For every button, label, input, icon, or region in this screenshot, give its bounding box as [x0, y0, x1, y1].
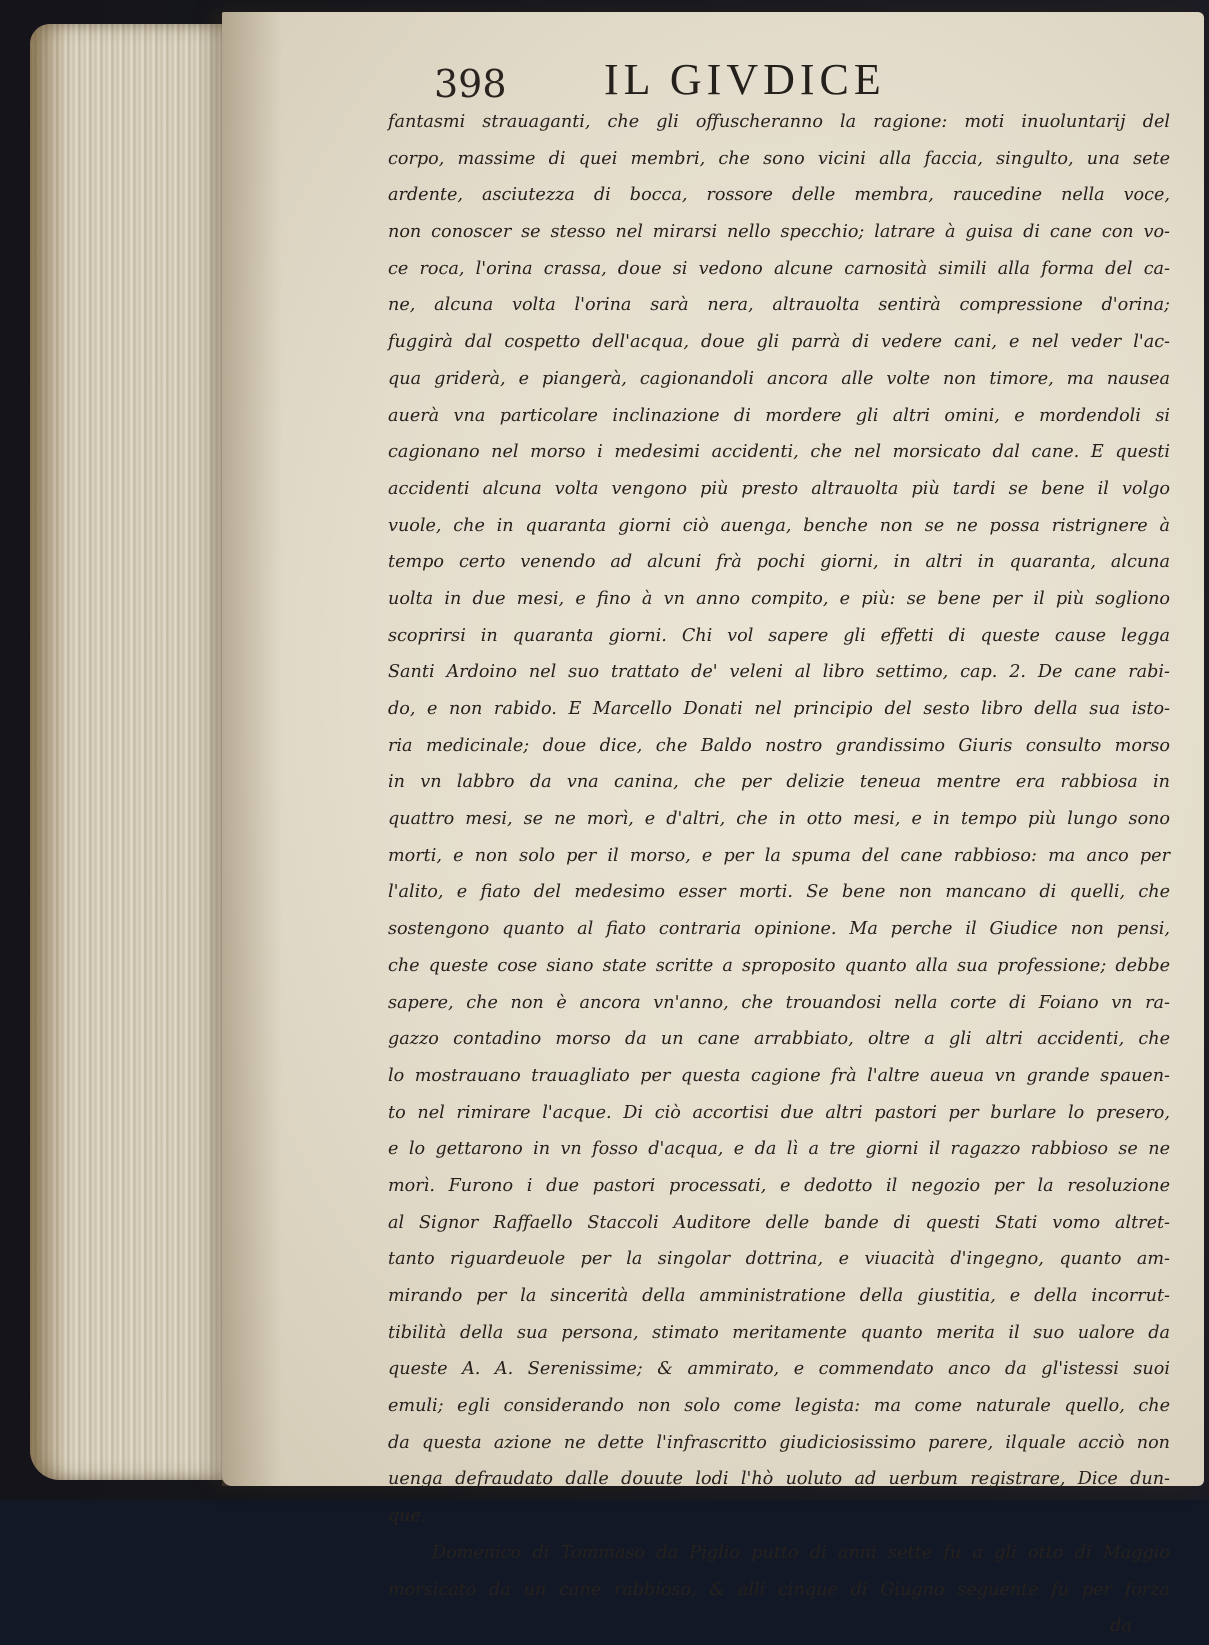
body-text [388, 104, 1170, 1645]
page-gutter-shadow [222, 12, 282, 1486]
text-line: to nel rimirare l'acque. Di ciò accortisi due altri pastori per burlare lo presero, [388, 1102, 1170, 1123]
text-line: morti, e non solo per il morso, e per la spuma del cane rabbioso: ma anco per [388, 845, 1170, 866]
text-line: e lo gettarono in vn fosso d'acqua, e da lì a tre giorni il ragazzo rabbioso se ne [388, 1139, 1170, 1160]
text-line: ne, alcuna volta l'orina sarà nera, altrauolta sentirà compressione d'orina; [388, 295, 1170, 316]
text-line: fantasmi strauaganti, che gli offuscheranno la ragione: moti inuoluntarij del [388, 112, 1170, 132]
running-head: IL GIVDICE [604, 55, 886, 104]
text-line: scoprirsi in quaranta giorni. Chi vol sapere gli effetti di queste cause legga [388, 625, 1170, 646]
text-line: che queste cose siano state scritte a sproposito quanto alla sua professione; debbe [388, 955, 1170, 976]
text-line: quattro mesi, se ne morì, e d'altri, che in otto mesi, e in tempo più lungo sono [388, 809, 1170, 830]
text-line: mirando per la sincerità della amministratione della giustitia, e della incorrut- [388, 1286, 1170, 1306]
text-line: tanto riguardeuole per la singolar dottrina, e viuacità d'ingegno, quanto am- [388, 1249, 1170, 1270]
text-line: cagionano nel morso i medesimi accidenti, che nel morsicato dal cane. E questi [388, 442, 1170, 463]
text-line: ce roca, l'orina crassa, doue si vedono alcune carnosità simili alla forma del ca- [388, 258, 1170, 279]
text-line: sapere, che non è ancora vn'anno, che trouandosi nella corte di Foiano vn ra- [388, 992, 1170, 1013]
text-line: fuggirà dal cospetto dell'acqua, doue gli parrà di vedere cani, e nel veder l'ac- [388, 332, 1170, 353]
text-line: emuli; egli considerando non solo come legista: ma come naturale quello, che [388, 1396, 1170, 1417]
text-line: Santi Ardoino nel suo trattato de' veleni al libro settimo, cap. 2. De cane rabi- [388, 662, 1170, 683]
text-line: in vn labbro da vna canina, che per delizie teneua mentre era rabbiosa in [388, 772, 1170, 793]
text-line: uolta in due mesi, e fino à vn anno compito, e più: se bene per il più sogliono [388, 588, 1170, 609]
text-line: do, e non rabido. E Marcello Donati nel principio del sesto libro della sua isto- [388, 699, 1170, 719]
text-line: al Signor Raffaello Staccoli Auditore delle bande di questi Stati vomo altret- [388, 1212, 1170, 1233]
text-line: qua griderà, e piangerà, cagionandoli ancora alle volte non timore, ma nausea [388, 368, 1170, 389]
paragraph-first-line: Domenico di Tommaso da Piglio putto di anni sette fu a gli otto di Maggio [432, 1542, 1170, 1563]
text-line: gazzo contadino morso da un cane arrabbiato, oltre a gli altri accidenti, che [388, 1029, 1170, 1050]
text-line: tibilità della sua persona, stimato meritamente quanto merita il suo ualore da [388, 1322, 1170, 1343]
text-line: tempo certo venendo ad alcuni frà pochi giorni, in altri in quaranta, alcuna [388, 552, 1170, 573]
text-line: ardente, asciutezza di bocca, rossore delle membra, raucedine nella voce, [388, 185, 1170, 206]
text-line: sostengono quanto al fiato contraria opinione. Ma perche il Giudice non pensi, [388, 919, 1170, 940]
text-line: vuole, che in quaranta giorni ciò auenga, benche non se ne possa ristrignere à [388, 515, 1170, 536]
page-edge-shadow [30, 24, 70, 1480]
text-line: morì. Furono i due pastori processati, e dedotto il negozio per la resoluzione [388, 1175, 1170, 1196]
text-line: da questa azione ne dette l'infrascritto giudiciosissimo parere, ilquale acciò non [388, 1432, 1170, 1453]
text-line: auerà vna particolare inclinazione di mordere gli altri omini, e mordendoli si [388, 405, 1170, 426]
text-line: l'alito, e fiato del medesimo esser morti. Se bene non mancano di quelli, che [388, 882, 1170, 903]
text-line: non conoscer se stesso nel mirarsi nello specchio; latrare à guisa di cane con vo- [388, 222, 1170, 243]
text-line: morsicato da un cane rabbioso, & alli cinque di Giugno seguente fu per forza [388, 1579, 1170, 1600]
page-header [420, 52, 940, 108]
text-line: accidenti alcuna volta vengono più presto altrauolta più tardi se bene il volgo [388, 478, 1170, 499]
text-line: ria medicinale; doue dice, che Baldo nostro grandissimo Giuris consulto morso [388, 735, 1170, 756]
text-line: lo mostrauano trauagliato per questa cagione frà l'altre aueua vn grande spauen- [388, 1065, 1170, 1086]
text-line: corpo, massime di quei membri, che sono vicini alla faccia, singulto, una sete [388, 148, 1170, 169]
text-line: uenga defraudato dalle douute lodi l'hò uoluto ad uerbum registrare, Dice dun- [388, 1469, 1170, 1490]
paragraph-end-line: que. [388, 1506, 427, 1527]
catchword: da [1110, 1616, 1132, 1637]
page-number: 398 [434, 62, 507, 106]
text-line: queste A. A. Serenissime; & ammirato, e commendato anco da gl'istessi suoi [388, 1359, 1170, 1380]
